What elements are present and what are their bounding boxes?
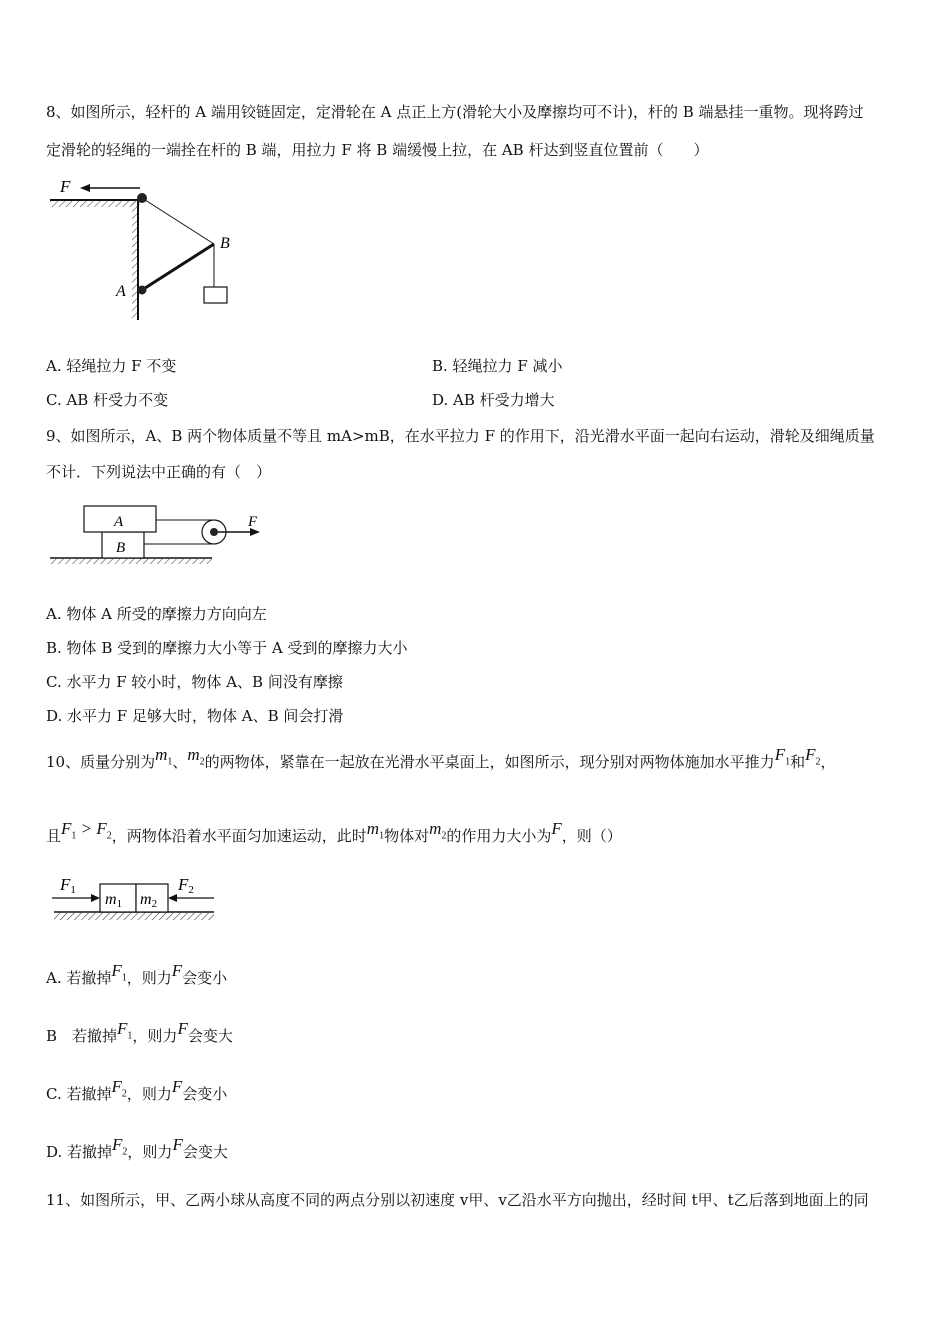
- q10-option-c: C. 若撤掉$F_2$，则力F会变小: [46, 1077, 228, 1103]
- q10-option-a: A. 若撤掉$F_1$，则力F会变小: [46, 961, 228, 987]
- q8-option-c: C. AB 杆受力不变: [46, 391, 169, 409]
- q8-hinge-A: [138, 286, 147, 295]
- q10-l2-object-on: 物体对: [384, 827, 430, 845]
- q10-l2-then: ，则（）: [561, 827, 622, 845]
- q8-option-d: D. AB 杆受力增大: [432, 391, 555, 409]
- q8-label-F: F: [60, 177, 71, 196]
- q10-F1: $F_1$: [774, 745, 791, 768]
- q9-label-B: B: [116, 540, 126, 556]
- q10-F2: $F_2$: [805, 745, 821, 768]
- q8-option-a: A. 轻绳拉力 F 不变: [46, 357, 177, 375]
- q10-text-body: 的两物体，紧靠在一起放在光滑水平桌面上，如图所示，现分别对两物体施加水平推力: [204, 753, 775, 771]
- q10-l2-m1: $m_1$: [366, 819, 385, 842]
- q10-figure-two-blocks: [46, 870, 226, 926]
- q8-text-line-2: 定滑轮的轻绳的一端拴在杆的 B 端，用拉力 F 将 B 端缓慢上拉，在 AB 杆达到竖直位置前（ ）: [46, 141, 709, 159]
- q9-option-d: D. 水平力 F 足够大时，物体 A、B 间会打滑: [46, 707, 344, 725]
- q10-l2-motion: ，两物体沿着水平面匀加速运动，此时: [111, 827, 367, 845]
- q10-option-b: B 若撤掉$F_1$，则力F会变大: [46, 1019, 233, 1045]
- q9-option-a: A. 物体 A 所受的摩擦力方向向左: [46, 605, 267, 623]
- q9-label-A: A: [114, 514, 124, 530]
- q10-l2-F: F: [551, 819, 562, 838]
- q10-comma: ，: [820, 753, 836, 771]
- q9-figure-blocks-pulley: [44, 500, 274, 570]
- q9-text-line-1: 9、如图所示，A、B 两个物体质量不等且 mA>mB，在水平拉力 F 的作用下，沿光滑水平面一起向右运动，滑轮及细绳质量: [46, 427, 875, 445]
- q9-option-c: C. 水平力 F 较小时，物体 A、B 间没有摩擦: [46, 673, 343, 691]
- q10-fig-label-m1: m1: [105, 891, 123, 910]
- q10-text-line-1: [46, 745, 836, 779]
- q10-m2: $m_2$: [187, 745, 205, 768]
- q8-label-A: A: [116, 283, 126, 300]
- q10-text-line-2: [46, 819, 622, 853]
- q8-pulley: [137, 193, 147, 203]
- q10-option-d: D. 若撤掉$F_2$，则力F会变大: [46, 1135, 228, 1161]
- q10-inequality: $F_1 > F_2$: [61, 819, 112, 842]
- q10-fig-label-F1: F1: [60, 875, 76, 896]
- q9-text-line-2: 不计．下列说法中正确的有（ ）: [46, 463, 272, 481]
- q10-m1: $m_1$: [155, 745, 173, 768]
- q8-text-line-1: 8、如图所示，轻杆的 A 端用铰链固定，定滑轮在 A 点正上方(滑轮大小及摩擦均可不计)，杆的 B 端悬挂一重物。现将跨过: [46, 103, 864, 121]
- q10-l2-and: 且: [46, 827, 62, 845]
- q9-option-b: B. 物体 B 受到的摩擦力大小等于 A 受到的摩擦力大小: [46, 639, 408, 657]
- q9-label-F: F: [248, 514, 258, 530]
- q10-l2-force-is: 的作用力大小为: [446, 827, 552, 845]
- q10-l2-m2: $m_2$: [429, 819, 447, 842]
- q8-weight: [204, 287, 227, 303]
- q11-text-line-1: 11、如图所示，甲、乙两小球从高度不同的两点分别以初速度 v甲、v乙沿水平方向抛出，经时间 t甲、t乙后落到地面上的同: [46, 1191, 869, 1209]
- q10-fig-label-m2: m2: [140, 891, 158, 910]
- q8-figure-pulley-rod: [44, 172, 244, 322]
- q10-separator: 、: [172, 753, 188, 771]
- q10-text-intro: 10、质量分别为: [46, 753, 156, 771]
- q8-option-b: B. 轻绳拉力 F 减小: [432, 357, 563, 375]
- q10-and: 和: [790, 753, 806, 771]
- q10-fig-label-F2: F2: [178, 875, 194, 896]
- q8-label-B: B: [220, 235, 230, 252]
